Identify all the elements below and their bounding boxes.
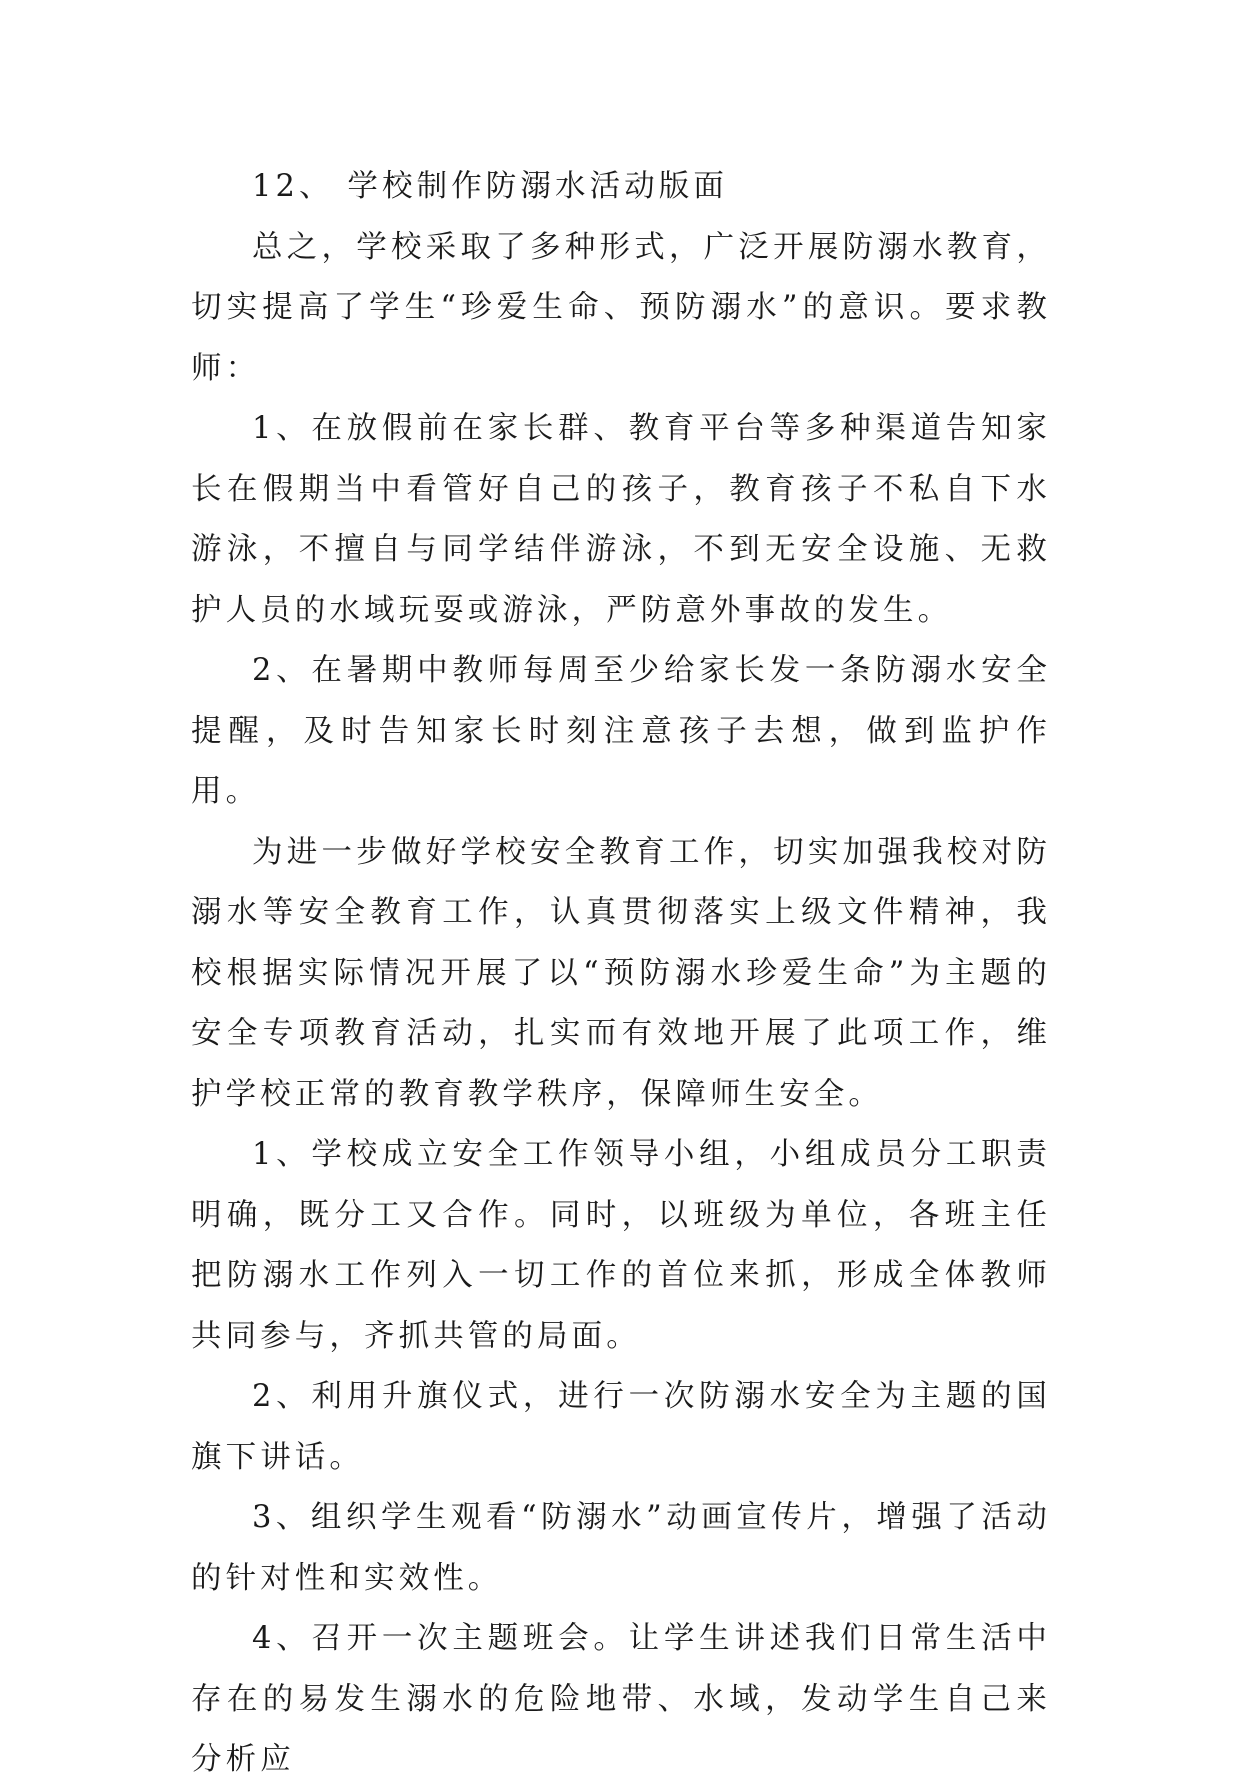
paragraph-measure-3: 3、组织学生观看“防溺水”动画宣传片，增强了活动的针对性和实效性。 (191, 1500, 1051, 1596)
paragraph-teacher-req-1: 1、在放假前在家长群、教育平台等多种渠道告知家长在假期当中看管好自己的孩子，教育孩子不私自下水游泳，不擅自与同学结伴游泳，不到无安全设施、无救护人员的水域玩耍或游泳，严防意外事故的发生。 (191, 411, 1051, 628)
paragraph-teacher-req-2: 2、在暑期中教师每周至少给家长发一条防溺水安全提醒，及时告知家长时刻注意孩子去想，做到监护作用。 (191, 653, 1051, 809)
paragraph-measure-2: 2、利用升旗仪式，进行一次防溺水安全为主题的国旗下讲话。 (191, 1379, 1051, 1475)
paragraph-measure-4: 4、召开一次主题班会。让学生讲述我们日常生活中存在的易发生溺水的危险地带、水域，发动学生自己来分析应 (191, 1621, 1051, 1777)
paragraph-item-12: 12、 学校制作防溺水活动版面 (252, 169, 729, 204)
paragraph-measure-1: 1、学校成立安全工作领导小组，小组成员分工职责明确，既分工又合作。同时，以班级为单位，各班主任把防溺水工作列入一切工作的首位来抓，形成全体教师共同参与，齐抓共管的局面。 (191, 1137, 1051, 1354)
paragraph-intro: 为进一步做好学校安全教育工作，切实加强我校对防溺水等安全教育工作，认真贯彻落实上级文件精神，我校根据实际情况开展了以“预防溺水珍爱生命”为主题的安全专项教育活动，扎实而有效地开展了此项工作，维护学校正常的教育教学秩序，保障师生安全。 (191, 834, 1051, 1112)
document-body (191, 157, 1051, 1791)
paragraph-summary: 总之，学校采取了多种形式，广泛开展防溺水教育，切实提高了学生“珍爱生命、预防溺水”的意识。要求教师： (191, 229, 1051, 386)
